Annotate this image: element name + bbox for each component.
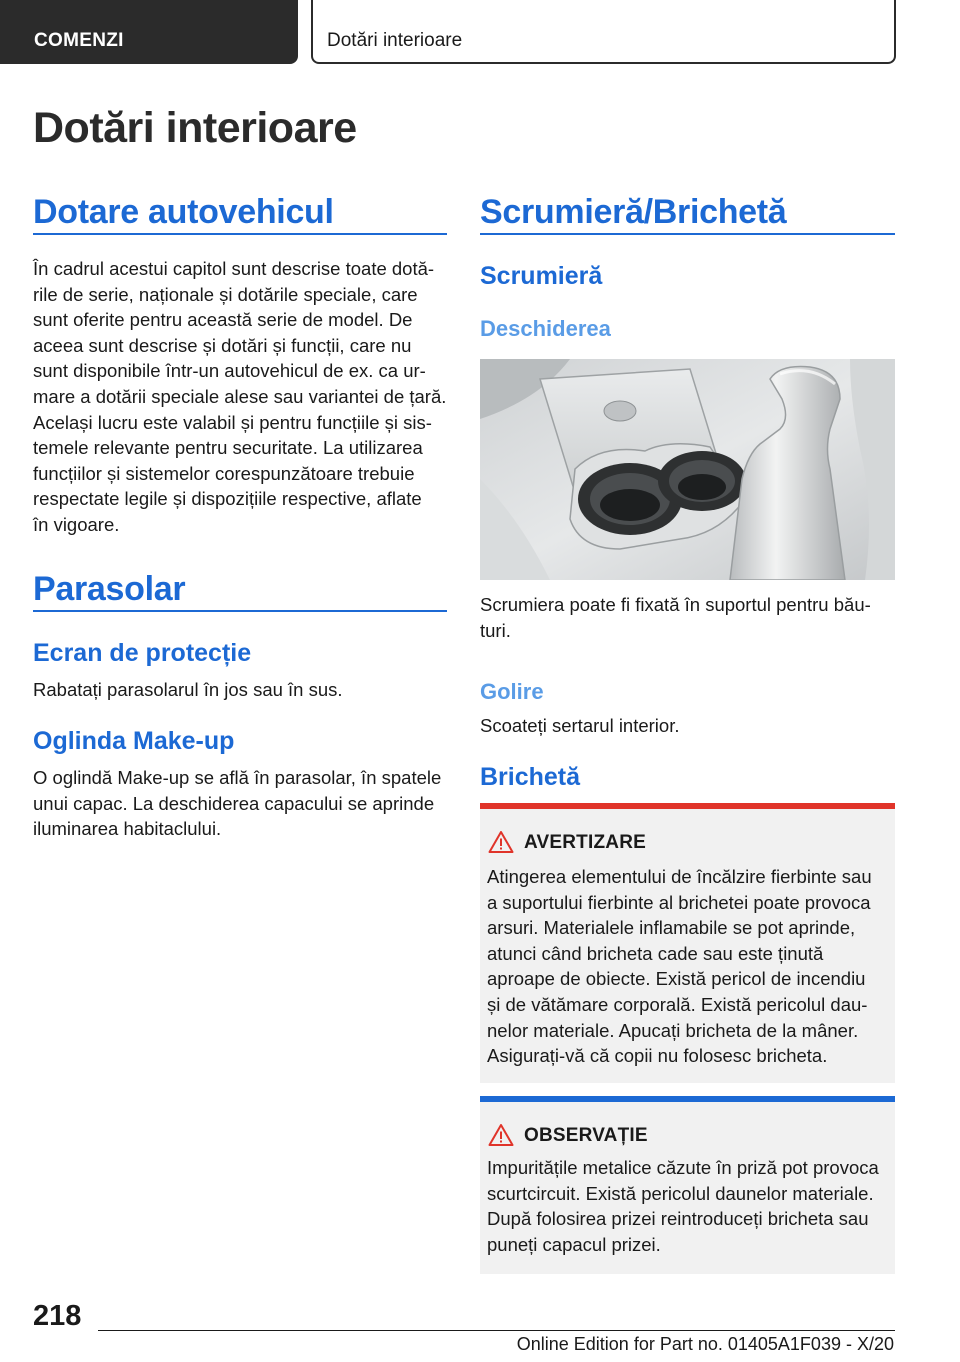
- text-line: scurtcircuit. Există pericolul daunelor materiale.: [487, 1182, 874, 1204]
- subsection-title-bricheta: Brichetă: [480, 763, 581, 791]
- text-line: aproape de obiecte. Există pericol de incendiu: [487, 968, 866, 990]
- text-line: funcțiilor și sistemelor corespunzătoare trebuie: [33, 462, 415, 484]
- paragraph-golire: [480, 713, 900, 739]
- text-line: atunci când bricheta cade sau este ținută: [487, 942, 824, 964]
- notice-text: [487, 1155, 889, 1257]
- text-line: și de vătămare corporală. Există pericolul dau-: [487, 993, 868, 1015]
- edition-note: Online Edition for Part no. 01405A1F039 - X/20: [516, 1334, 894, 1354]
- text-line: În cadrul acestui capitol sunt descrise toate dotă-: [33, 258, 435, 279]
- subsubsection-title-deschiderea: Deschiderea: [480, 316, 611, 341]
- text-line: mare a dotării speciale alese sau variantei de țară.: [33, 385, 447, 407]
- section-rule: [480, 233, 895, 235]
- text-line: Atingerea elementului de încălzire fierbinte sau: [487, 866, 872, 887]
- section-title-dotare-autovehicul: Dotare autovehicul: [33, 193, 334, 231]
- paragraph-dotare-autovehicul: [33, 256, 453, 538]
- text-line: aceea sunt descrise și dotări și funcții, care nu: [33, 334, 412, 356]
- text-line: respectate legile și dispozițiile respective, aflate: [33, 488, 422, 510]
- text-line: sunt disponibile într-un autovehicul de ex. ca ur-: [33, 360, 426, 382]
- text-line: O oglindă Make-up se află în parasolar, în spatele: [33, 767, 442, 788]
- notice-title: OBSERVAȚIE: [524, 1125, 648, 1146]
- warning-triangle-icon: [488, 830, 514, 854]
- section-title-parasolar: Parasolar: [33, 570, 186, 608]
- text-line: După folosirea prizei reintroduceți bricheta sau: [487, 1208, 869, 1230]
- text-line: în vigoare.: [33, 513, 120, 535]
- text-line: arsuri. Materialele inflamabile se pot aprinde,: [487, 917, 856, 939]
- paragraph-ecran: [33, 677, 453, 703]
- section-rule: [33, 610, 447, 612]
- text-line: Impuritățile metalice căzute în priză pot provoca: [487, 1157, 879, 1178]
- notice-callout: [480, 1096, 895, 1274]
- chapter-header-label: Dotări interioare: [327, 30, 463, 51]
- warning-bar: [480, 803, 895, 809]
- subsection-title-oglinda: Oglinda Make-up: [33, 727, 235, 755]
- subsubsection-title-golire: Golire: [480, 679, 544, 704]
- warning-title: AVERTIZARE: [524, 832, 646, 853]
- text-line: Scrumiera poate fi fixată în suportul pentru bău-: [480, 594, 871, 615]
- text-line: nelor materiale. Apucați bricheta de la mâner.: [487, 1019, 859, 1041]
- text-line: Scoateți sertarul interior.: [480, 715, 680, 736]
- text-line: Același lucru este valabil și pentru funcțiile și sis-: [33, 411, 432, 433]
- text-line: temele relevante pentru securitate. La utilizarea: [33, 437, 423, 459]
- text-line: unui capac. La deschiderea capacului se aprinde: [33, 792, 435, 814]
- footer-rule: [98, 1330, 895, 1331]
- subsection-title-scrumiera: Scrumieră: [480, 262, 603, 290]
- text-line: turi.: [480, 619, 511, 641]
- text-line: rile de serie, naționale și dotările speciale, care: [33, 283, 418, 305]
- text-line: a suportului fierbinte al brichetei poate provoca: [487, 891, 871, 913]
- warning-text: [487, 864, 889, 1069]
- chapter-header: [311, 0, 896, 64]
- section-tab-label: COMENZI: [34, 30, 124, 51]
- cupholder-ashtray-photo: [480, 359, 895, 580]
- text-line: sunt oferite pentru această serie de model. De: [33, 309, 413, 331]
- page-title: Dotări interioare: [33, 104, 357, 152]
- warning-triangle-icon: [488, 1123, 514, 1147]
- text-line: Rabatați parasolarul în jos sau în sus.: [33, 679, 343, 700]
- warning-callout: [480, 803, 895, 1083]
- text-line: iluminarea habitaclului.: [33, 818, 222, 840]
- paragraph-oglinda: [33, 765, 453, 842]
- page-number: 218: [33, 1300, 82, 1332]
- section-tab: [0, 0, 298, 64]
- subsection-title-ecran: Ecran de protecție: [33, 639, 252, 667]
- section-rule: [33, 233, 447, 235]
- paragraph-deschiderea: [480, 592, 900, 643]
- text-line: puneți capacul prizei.: [487, 1233, 661, 1255]
- notice-bar: [480, 1096, 895, 1102]
- section-title-scrumiera-bricheta: Scrumieră/Brichetă: [480, 193, 787, 231]
- text-line: Asigurați-vă că copii nu folosesc bricheta.: [487, 1045, 828, 1067]
